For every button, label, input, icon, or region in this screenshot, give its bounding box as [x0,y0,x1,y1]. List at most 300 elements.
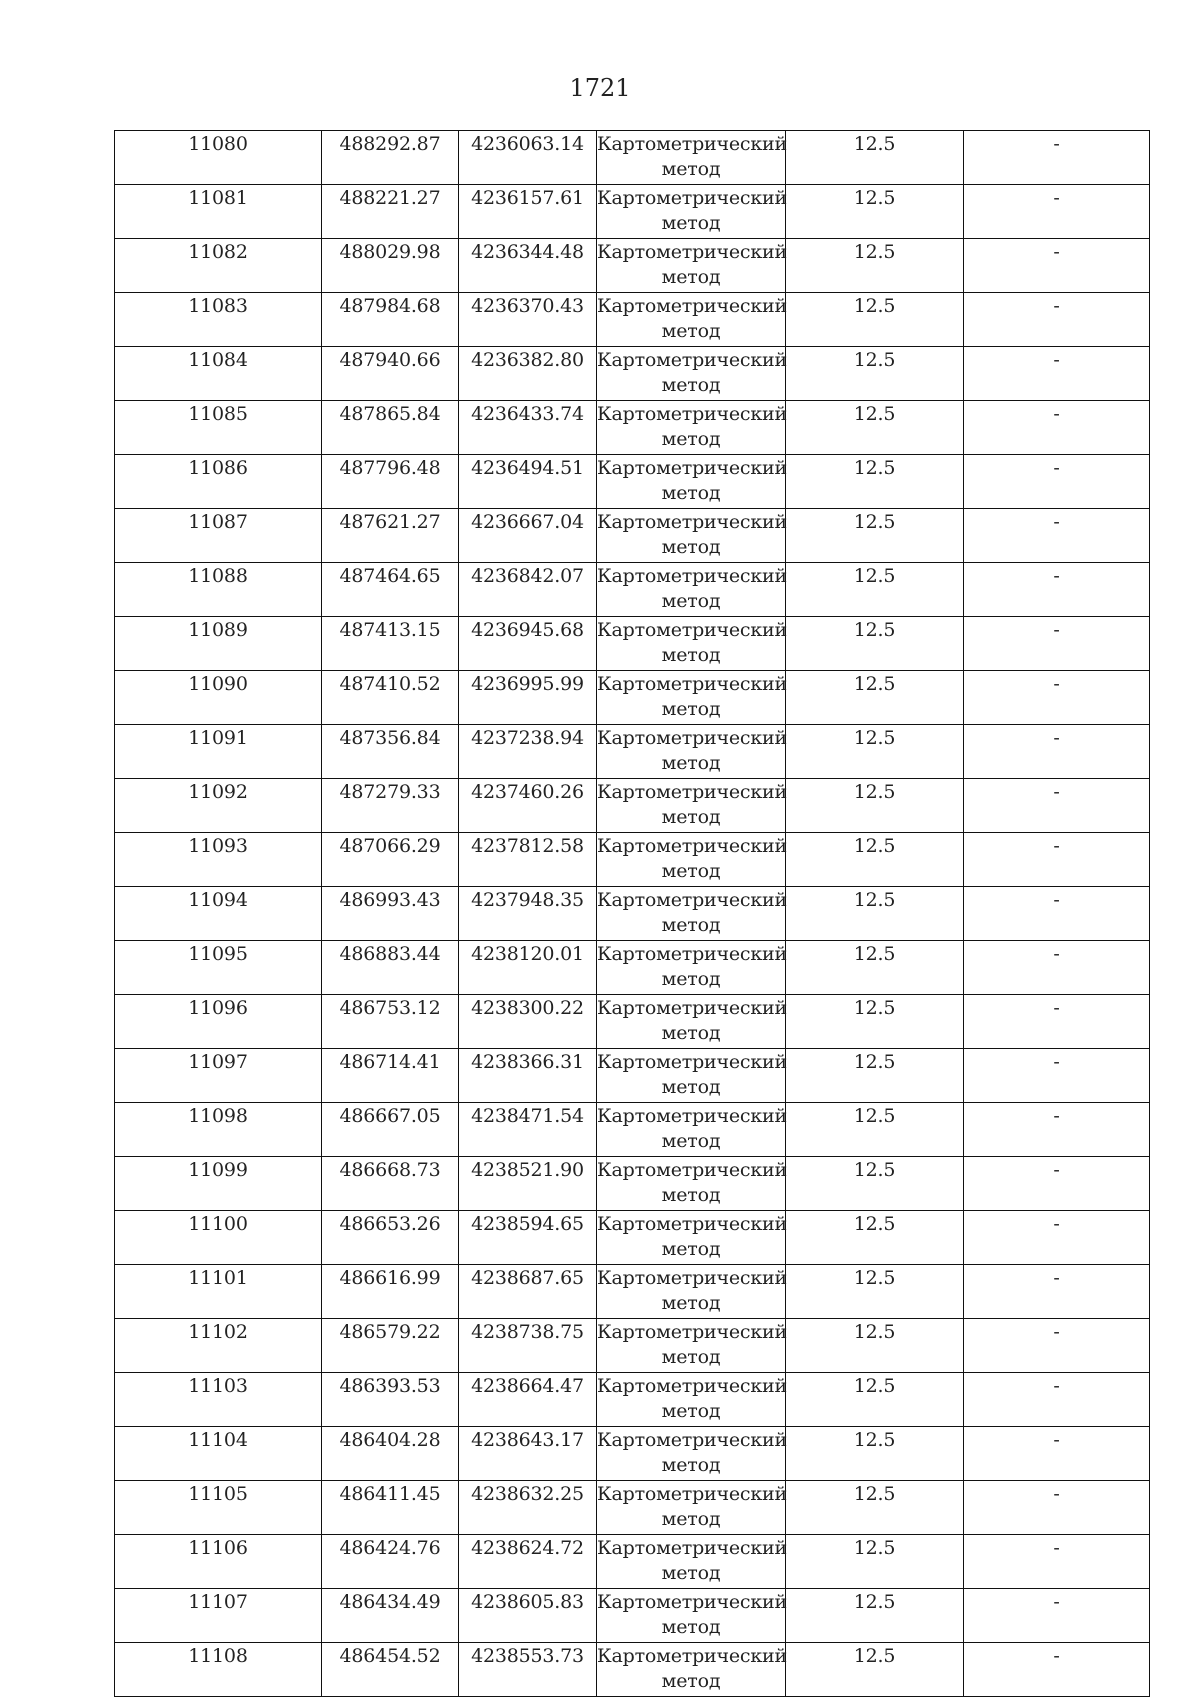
point-number-value: 11104 [188,1429,248,1451]
y-coordinate-value: 4238521.90 [471,1159,584,1181]
note-cell [964,1535,1150,1589]
table-row [115,131,1150,185]
point-number-cell [115,1049,322,1103]
table-row [115,671,1150,725]
note-value: - [1053,997,1060,1019]
table-row [115,1265,1150,1319]
point-number-value: 11086 [188,457,248,479]
note-cell [964,1481,1150,1535]
point-number-cell [115,833,322,887]
note-value: - [1053,565,1060,587]
y-coordinate-value: 4237948.35 [471,889,584,911]
note-value: - [1053,241,1060,263]
y-coordinate-cell [459,293,597,347]
y-coordinate-cell [459,779,597,833]
x-coordinate-cell [322,239,459,293]
note-cell [964,833,1150,887]
x-coordinate-value: 488029.98 [339,241,441,263]
note-cell [964,455,1150,509]
note-value: - [1053,727,1060,749]
accuracy-cell [786,833,964,887]
table-row [115,1103,1150,1157]
method-cell [597,725,786,779]
table-row [115,941,1150,995]
point-number-cell [115,779,322,833]
method-label-line2: метод [661,968,721,990]
point-number-cell [115,563,322,617]
method-label-line1: Картометрический [597,1051,787,1073]
point-number-value: 11093 [188,835,248,857]
point-number-value: 11105 [188,1483,248,1505]
method-label-line1: Картометрический [597,457,787,479]
y-coordinate-value: 4236382.80 [471,349,584,371]
table-row [115,401,1150,455]
method-label-line1: Картометрический [597,565,787,587]
method-label-line1: Картометрический [597,835,787,857]
table-row [115,347,1150,401]
y-coordinate-value: 4236370.43 [471,295,584,317]
point-number-cell [115,1535,322,1589]
note-value: - [1053,1483,1060,1505]
accuracy-cell [786,509,964,563]
y-coordinate-value: 4236494.51 [471,457,584,479]
y-coordinate-cell [459,185,597,239]
table-row [115,509,1150,563]
y-coordinate-value: 4238120.01 [471,943,584,965]
point-number-value: 11090 [188,673,248,695]
y-coordinate-cell [459,1589,597,1643]
method-cell [597,509,786,563]
note-value: - [1053,511,1060,533]
note-value: - [1053,1159,1060,1181]
note-value: - [1053,781,1060,803]
method-label-line2: метод [661,698,721,720]
method-label-line1: Картометрический [597,997,787,1019]
y-coordinate-value: 4238664.47 [471,1375,584,1397]
method-label-line1: Картометрический [597,1537,787,1559]
accuracy-value: 12.5 [853,781,896,803]
x-coordinate-value: 486993.43 [339,889,441,911]
point-number-value: 11106 [188,1537,248,1559]
note-value: - [1053,187,1060,209]
x-coordinate-cell [322,1481,459,1535]
x-coordinate-cell [322,887,459,941]
method-label-line1: Картометрический [597,1267,787,1289]
x-coordinate-cell [322,779,459,833]
point-number-value: 11094 [188,889,248,911]
method-cell [597,239,786,293]
accuracy-cell [786,293,964,347]
x-coordinate-cell [322,671,459,725]
y-coordinate-cell [459,239,597,293]
note-cell [964,401,1150,455]
point-number-cell [115,995,322,1049]
note-cell [964,1103,1150,1157]
accuracy-value: 12.5 [853,727,896,749]
y-coordinate-value: 4238624.72 [471,1537,584,1559]
table-row [115,455,1150,509]
x-coordinate-value: 487066.29 [339,835,441,857]
x-coordinate-value: 488292.87 [339,133,441,155]
point-number-value: 11107 [188,1591,248,1613]
note-value: - [1053,835,1060,857]
accuracy-value: 12.5 [853,133,896,155]
method-label-line2: метод [661,1400,721,1422]
point-number-value: 11083 [188,295,248,317]
y-coordinate-value: 4238594.65 [471,1213,584,1235]
y-coordinate-value: 4237460.26 [471,781,584,803]
method-label-line1: Картометрический [597,673,787,695]
point-number-cell [115,1265,322,1319]
y-coordinate-cell [459,995,597,1049]
note-value: - [1053,295,1060,317]
y-coordinate-value: 4238687.65 [471,1267,584,1289]
method-cell [597,1481,786,1535]
accuracy-value: 12.5 [853,1429,896,1451]
accuracy-cell [786,725,964,779]
method-label-line2: метод [661,1130,721,1152]
note-cell [964,131,1150,185]
y-coordinate-cell [459,1319,597,1373]
method-label-line2: метод [661,158,721,180]
x-coordinate-value: 486616.99 [339,1267,441,1289]
x-coordinate-cell [322,1589,459,1643]
method-label-line1: Картометрический [597,133,787,155]
method-label-line1: Картометрический [597,943,787,965]
y-coordinate-cell [459,833,597,887]
method-cell [597,1211,786,1265]
method-cell [597,563,786,617]
x-coordinate-value: 486668.73 [339,1159,441,1181]
table-row [115,887,1150,941]
x-coordinate-cell [322,455,459,509]
accuracy-cell [786,1319,964,1373]
table-row [115,563,1150,617]
method-label-line1: Картометрический [597,1159,787,1181]
note-value: - [1053,1321,1060,1343]
method-label-line1: Картометрический [597,1105,787,1127]
note-cell [964,347,1150,401]
table-row [115,1319,1150,1373]
accuracy-value: 12.5 [853,241,896,263]
method-label-line2: метод [661,1022,721,1044]
point-number-value: 11102 [188,1321,248,1343]
method-cell [597,1373,786,1427]
method-cell [597,1049,786,1103]
method-label-line1: Картометрический [597,511,787,533]
accuracy-value: 12.5 [853,1213,896,1235]
method-label-line1: Картометрический [597,1213,787,1235]
note-value: - [1053,349,1060,371]
point-number-value: 11097 [188,1051,248,1073]
y-coordinate-cell [459,671,597,725]
accuracy-cell [786,1481,964,1535]
y-coordinate-cell [459,887,597,941]
note-value: - [1053,1051,1060,1073]
y-coordinate-cell [459,1481,597,1535]
note-cell [964,185,1150,239]
point-number-cell [115,509,322,563]
table-row [115,1211,1150,1265]
x-coordinate-value: 486753.12 [339,997,441,1019]
accuracy-cell [786,617,964,671]
method-cell [597,455,786,509]
accuracy-cell [786,185,964,239]
note-cell [964,1211,1150,1265]
y-coordinate-cell [459,401,597,455]
point-number-cell [115,1589,322,1643]
method-cell [597,1157,786,1211]
accuracy-value: 12.5 [853,1159,896,1181]
accuracy-value: 12.5 [853,1267,896,1289]
y-coordinate-cell [459,563,597,617]
y-coordinate-value: 4238643.17 [471,1429,584,1451]
note-cell [964,941,1150,995]
method-label-line2: метод [661,1508,721,1530]
x-coordinate-value: 486404.28 [339,1429,441,1451]
note-cell [964,887,1150,941]
point-number-value: 11099 [188,1159,248,1181]
x-coordinate-value: 487464.65 [339,565,441,587]
accuracy-cell [786,1265,964,1319]
x-coordinate-cell [322,185,459,239]
x-coordinate-value: 486424.76 [339,1537,441,1559]
method-cell [597,779,786,833]
point-number-value: 11089 [188,619,248,641]
method-label-line1: Картометрический [597,403,787,425]
method-cell [597,617,786,671]
x-coordinate-cell [322,1373,459,1427]
table-row [115,1157,1150,1211]
table-row [115,1589,1150,1643]
accuracy-cell [786,1643,964,1697]
note-value: - [1053,619,1060,641]
accuracy-cell [786,1157,964,1211]
note-value: - [1053,1213,1060,1235]
method-cell [597,1265,786,1319]
method-label-line2: метод [661,1184,721,1206]
method-label-line1: Картометрический [597,1645,787,1667]
point-number-cell [115,887,322,941]
method-label-line1: Картометрический [597,295,787,317]
point-number-cell [115,1103,322,1157]
note-value: - [1053,1105,1060,1127]
x-coordinate-cell [322,563,459,617]
table-row [115,833,1150,887]
method-label-line2: метод [661,212,721,234]
accuracy-value: 12.5 [853,295,896,317]
note-value: - [1053,1375,1060,1397]
method-cell [597,887,786,941]
point-number-cell [115,239,322,293]
method-label-line1: Картометрический [597,187,787,209]
point-number-cell [115,347,322,401]
note-value: - [1053,403,1060,425]
y-coordinate-value: 4236157.61 [471,187,584,209]
point-number-value: 11103 [188,1375,248,1397]
point-number-value: 11096 [188,997,248,1019]
accuracy-cell [786,401,964,455]
y-coordinate-value: 4236344.48 [471,241,584,263]
note-cell [964,1643,1150,1697]
accuracy-value: 12.5 [853,565,896,587]
method-cell [597,401,786,455]
x-coordinate-value: 487865.84 [339,403,441,425]
x-coordinate-cell [322,1157,459,1211]
table-row [115,1373,1150,1427]
method-label-line1: Картометрический [597,781,787,803]
x-coordinate-value: 487984.68 [339,295,441,317]
y-coordinate-value: 4238605.83 [471,1591,584,1613]
y-coordinate-cell [459,1157,597,1211]
accuracy-value: 12.5 [853,1537,896,1559]
x-coordinate-value: 486667.05 [339,1105,441,1127]
y-coordinate-cell [459,455,597,509]
accuracy-cell [786,1211,964,1265]
method-label-line1: Картометрический [597,1429,787,1451]
x-coordinate-value: 486579.22 [339,1321,441,1343]
y-coordinate-value: 4236667.04 [471,511,584,533]
y-coordinate-cell [459,1049,597,1103]
accuracy-value: 12.5 [853,619,896,641]
method-cell [597,1643,786,1697]
point-number-value: 11080 [188,133,248,155]
method-label-line1: Картометрический [597,349,787,371]
accuracy-value: 12.5 [853,997,896,1019]
note-value: - [1053,889,1060,911]
accuracy-value: 12.5 [853,1051,896,1073]
method-label-line1: Картометрический [597,727,787,749]
point-number-cell [115,1427,322,1481]
x-coordinate-cell [322,725,459,779]
method-label-line2: метод [661,320,721,342]
method-label-line2: метод [661,536,721,558]
point-number-cell [115,1373,322,1427]
accuracy-value: 12.5 [853,1645,896,1667]
point-number-value: 11084 [188,349,248,371]
accuracy-value: 12.5 [853,349,896,371]
note-cell [964,509,1150,563]
method-cell [597,293,786,347]
method-label-line2: метод [661,1616,721,1638]
accuracy-cell [786,1103,964,1157]
x-coordinate-value: 487279.33 [339,781,441,803]
y-coordinate-value: 4236945.68 [471,619,584,641]
note-value: - [1053,457,1060,479]
method-label-line2: метод [661,428,721,450]
x-coordinate-cell [322,509,459,563]
accuracy-value: 12.5 [853,1591,896,1613]
method-label-line2: метод [661,644,721,666]
x-coordinate-cell [322,347,459,401]
accuracy-cell [786,1427,964,1481]
accuracy-cell [786,671,964,725]
point-number-value: 11092 [188,781,248,803]
method-label-line1: Картометрический [597,241,787,263]
note-cell [964,1589,1150,1643]
y-coordinate-cell [459,1373,597,1427]
method-cell [597,185,786,239]
y-coordinate-value: 4238738.75 [471,1321,584,1343]
point-number-cell [115,1643,322,1697]
note-cell [964,1049,1150,1103]
accuracy-value: 12.5 [853,673,896,695]
point-number-value: 11081 [188,187,248,209]
point-number-value: 11095 [188,943,248,965]
y-coordinate-value: 4236433.74 [471,403,584,425]
accuracy-value: 12.5 [853,889,896,911]
y-coordinate-cell [459,509,597,563]
point-number-value: 11085 [188,403,248,425]
y-coordinate-value: 4236063.14 [471,133,584,155]
x-coordinate-value: 487940.66 [339,349,441,371]
method-cell [597,941,786,995]
accuracy-cell [786,887,964,941]
accuracy-value: 12.5 [853,943,896,965]
point-number-cell [115,1319,322,1373]
table-row [115,1481,1150,1535]
accuracy-cell [786,941,964,995]
x-coordinate-value: 487356.84 [339,727,441,749]
note-value: - [1053,1537,1060,1559]
table-row [115,1049,1150,1103]
accuracy-value: 12.5 [853,1483,896,1505]
x-coordinate-cell [322,1265,459,1319]
x-coordinate-value: 488221.27 [339,187,441,209]
note-cell [964,995,1150,1049]
method-cell [597,131,786,185]
accuracy-cell [786,1373,964,1427]
y-coordinate-cell [459,1265,597,1319]
method-cell [597,833,786,887]
method-label-line1: Картометрический [597,1591,787,1613]
x-coordinate-value: 486714.41 [339,1051,441,1073]
accuracy-cell [786,779,964,833]
point-number-cell [115,131,322,185]
point-number-cell [115,293,322,347]
table-row [115,995,1150,1049]
page-number: 1721 [569,74,631,102]
note-value: - [1053,1591,1060,1613]
method-label-line1: Картометрический [597,619,787,641]
note-cell [964,1265,1150,1319]
accuracy-value: 12.5 [853,1321,896,1343]
method-cell [597,1103,786,1157]
accuracy-cell [786,239,964,293]
method-cell [597,1589,786,1643]
x-coordinate-cell [322,293,459,347]
x-coordinate-cell [322,1643,459,1697]
x-coordinate-value: 486653.26 [339,1213,441,1235]
accuracy-cell [786,1589,964,1643]
y-coordinate-value: 4238632.25 [471,1483,584,1505]
x-coordinate-value: 486454.52 [339,1645,441,1667]
point-number-cell [115,725,322,779]
method-cell [597,1535,786,1589]
table-row [115,185,1150,239]
note-value: - [1053,1429,1060,1451]
x-coordinate-cell [322,995,459,1049]
point-number-cell [115,1481,322,1535]
coordinates-table [114,130,1150,1697]
x-coordinate-cell [322,1103,459,1157]
y-coordinate-cell [459,1643,597,1697]
x-coordinate-cell [322,1427,459,1481]
table-row [115,725,1150,779]
accuracy-cell [786,347,964,401]
accuracy-cell [786,563,964,617]
point-number-cell [115,1211,322,1265]
